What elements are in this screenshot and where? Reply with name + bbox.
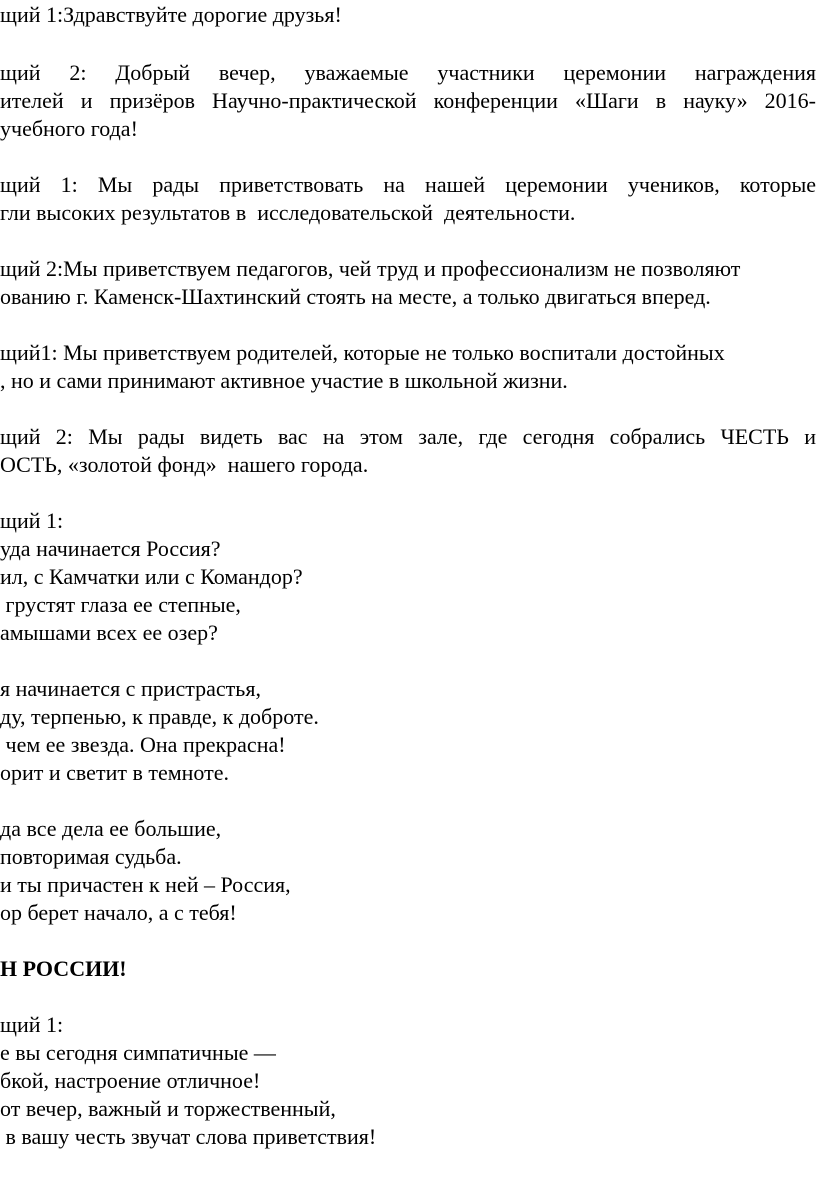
text-line: гли высоких результатов в исследовательской деятельности. bbox=[0, 200, 576, 225]
text-line: от вечер, важный и торжественный, bbox=[0, 1096, 336, 1121]
text-line: грустят глаза ее степные, bbox=[0, 592, 241, 617]
text-line: щий 1: bbox=[0, 508, 64, 533]
text-line: ил, с Камчатки или с Командор? bbox=[0, 564, 303, 589]
section-heading: Н РОССИИ! bbox=[0, 956, 127, 981]
text-line: чем ее звезда. Она прекрасна! bbox=[0, 732, 286, 757]
text-line: ованию г. Каменск-Шахтинский стоять на месте, а только двигаться вперед. bbox=[0, 284, 711, 309]
text-line: щий 1: bbox=[0, 1012, 64, 1037]
text-line: ор берет начало, а с тебя! bbox=[0, 900, 237, 925]
text-line: щий 2: Добрый вечер, уважаемые участники церемонии награждения bbox=[0, 60, 816, 85]
text-line: ителей и призёров Научно-практической конференции «Шаги в науку» 2016- bbox=[0, 88, 816, 113]
text-line: щий 1:Здравствуйте дорогие друзья! bbox=[0, 2, 342, 27]
text-line: ОСТЬ, «золотой фонд» нашего города. bbox=[0, 452, 369, 477]
text-line: щий 2:Мы приветствуем педагогов, чей труд и профессионализм не позволяют bbox=[0, 256, 741, 281]
text-line: уда начинается Россия? bbox=[0, 536, 221, 561]
text-line: учебного года! bbox=[0, 116, 138, 141]
text-line: я начинается с пристрастья, bbox=[0, 676, 261, 701]
text-line: бкой, настроение отличное! bbox=[0, 1068, 261, 1093]
text-line: щий 2: Мы рады видеть вас на этом зале, где сегодня собрались ЧЕСТЬ и bbox=[0, 424, 816, 449]
text-line: да все дела ее большие, bbox=[0, 816, 222, 841]
text-line: щий1: Мы приветствуем родителей, которые не только воспитали достойных bbox=[0, 340, 725, 365]
text-line: е вы сегодня симпатичные — bbox=[0, 1040, 276, 1065]
text-line: орит и светит в темноте. bbox=[0, 760, 230, 785]
text-line: в вашу честь звучат слова приветствия! bbox=[0, 1124, 377, 1149]
text-line: щий 1: Мы рады приветствовать на нашей церемонии учеников, которые bbox=[0, 172, 816, 197]
text-line: амышами всех ее озер? bbox=[0, 620, 218, 645]
text-line: , но и сами принимают активное участие в школьной жизни. bbox=[0, 368, 568, 393]
text-line: повторимая судьба. bbox=[0, 844, 182, 869]
text-line: и ты причастен к ней – Россия, bbox=[0, 872, 291, 897]
text-line: ду, терпенью, к правде, к доброте. bbox=[0, 704, 319, 729]
